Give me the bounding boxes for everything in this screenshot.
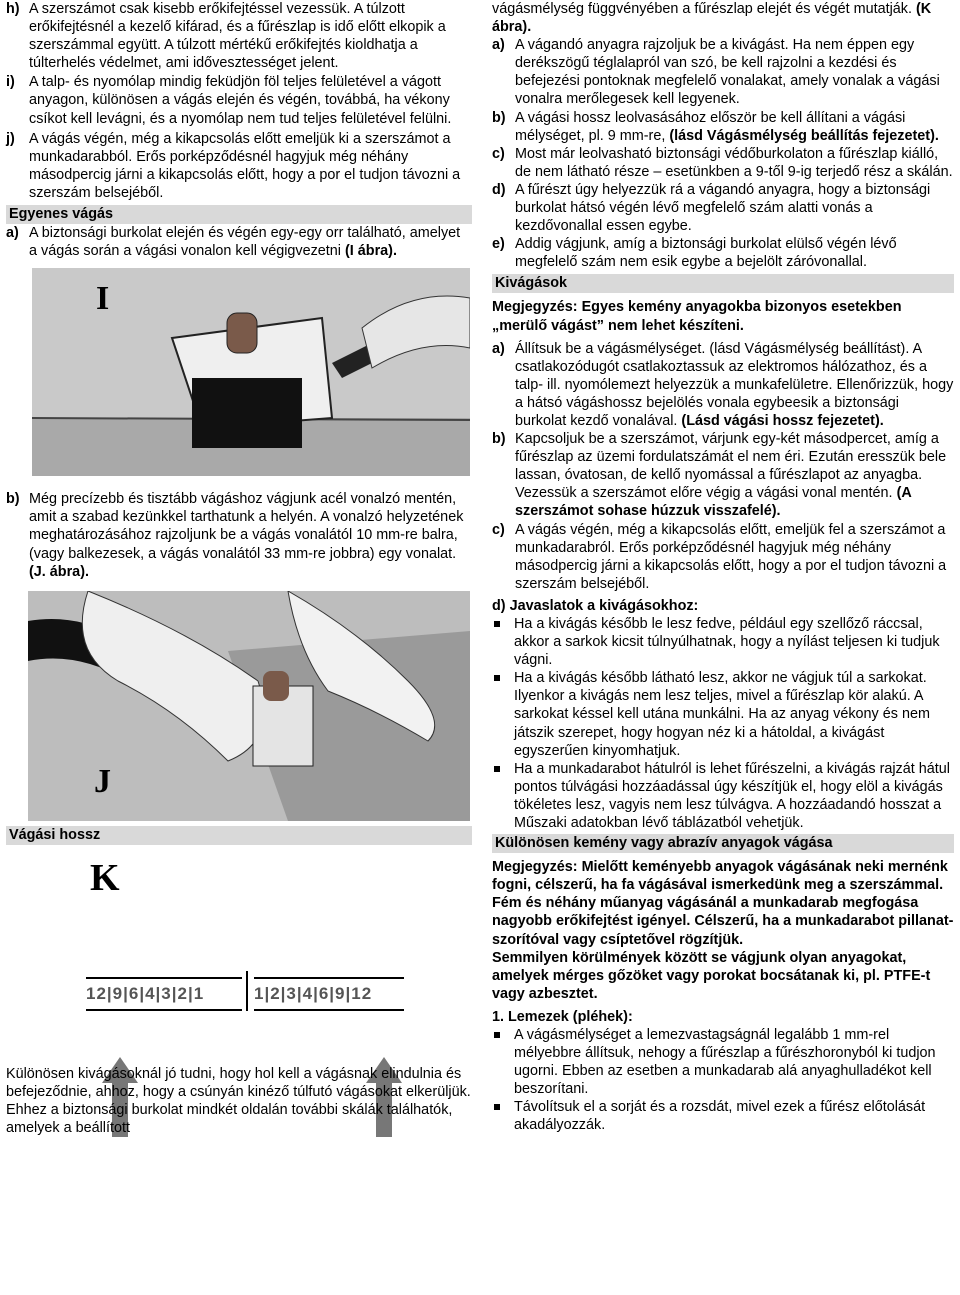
bullet-icon: [492, 1026, 514, 1098]
item-c: [492, 145, 954, 181]
item-text-body: A biztonsági burkolat elején és végén egy-egy orr található, amelyet a vágás során a vágási vonalon kell végigvezetni: [29, 225, 461, 260]
section-heading-egyenes: Egyenes vágás: [6, 205, 472, 224]
kd-heading: d) Javaslatok a kivágásokhoz:: [492, 597, 699, 614]
item-a: [6, 224, 472, 260]
tips-list: [492, 615, 954, 832]
figure-ref: (J. ábra).: [29, 563, 89, 580]
section-ref: (lásd Vágásmélység beállítás fejezetet).: [669, 127, 939, 144]
item-label: d): [492, 181, 506, 198]
bullet-icon: [492, 615, 514, 669]
list-item-text: Ha a kivágás később látható lesz, akkor ne vágjuk túl a sarkokat. Ilyenkor a kivágás nem lesz teljes, mivel a fűrészlap kör alakú. A sarkokat késsel kell utána munkálni. Ha az anyag vékony és nem játszik szerepet, hogy hogyan néz ki a hátoldal, a kivágást egyszerűen kinyomhatjuk.: [514, 670, 930, 759]
item-text: [515, 430, 954, 520]
item-text-body: Állítsuk be a vágásmélységet. (lásd Vágásmélység beállítást). A csatlakozódugót csatlakoztassuk az elektromos hálózathoz, és a talp- ill. nyomólemezt helyezzük a munkafelületre. Ellenőrizzük, hogy a hátsó vágáshossz bejelölés vonala egybeesik a biztonsági burkolat kezdő vonalával.: [515, 340, 954, 429]
item-text: Most már leolvasható biztonsági védőburkolaton a fűrészlap kiálló, de nem látható része – esetünkben a 9-től 9-ig terjedő rész a skálán.: [515, 145, 953, 180]
section-heading-vagasi-hossz: Vágási hossz: [6, 826, 472, 845]
list-item: [492, 760, 954, 832]
item-b: [6, 490, 472, 580]
item-e: [492, 235, 954, 271]
item-text: A fűrészt úgy helyezzük rá a vágandó anyagra, hogy a biztonsági burkolat hátsó végén lévő megfelelő szám alatti vonás a kezdővonallal essen egybe.: [515, 181, 931, 235]
item-label: b): [492, 109, 506, 126]
intro-paragraph: [492, 0, 954, 36]
item-text: Addig vágjunk, amíg a biztonsági burkolat elülső végén lévő megfelelő szám nem esik egybe a bejelölt záróvonallal.: [515, 236, 897, 271]
item-a: [492, 36, 954, 108]
item-d: [492, 181, 954, 235]
item-text: [515, 340, 954, 430]
figure-letter: J: [94, 762, 111, 800]
item-label: e): [492, 236, 505, 253]
item-text-body: Kapcsoljuk be a szerszámot, várjunk egy-két másodpercet, amíg a fűrészlap az üzemi fordulatszámát el nem éri. Ezután eresszük bele lassan, óvatosan, de kellő nyomással a fűrészlapot az anyagba. Vezessük a szerszámot előre végig a vágási vonal mentén.: [515, 431, 947, 502]
bullet-icon: [492, 760, 514, 832]
figure-i: [32, 268, 470, 476]
item-label: a): [492, 340, 505, 357]
list-item-text: Ha a kivágás később le lesz fedve, például egy szellőző ráccsal, akkor a sarkok kicsit túlnyúlhatnak, hogy a nyílást teljesen ki tudjuk vágni.: [514, 616, 940, 669]
kemeny-note-1: Megjegyzés: Mielőtt keményebb anyagok vágásának neki mernénk fogni, célszerű, ha fa vágásával ismerkedünk meg a szerszámmal. Fém és néhány műanyag vágásánál a munkadarab megfogása nagyobb erőkifejtést igényel. Célszerű, ha a munkadarabot pillanat-szorítóval vagy csíptetővel rögzítjük.: [492, 859, 954, 948]
item-label: a): [492, 37, 505, 54]
item-label: b): [6, 491, 20, 508]
item-text: A vágandó anyagra rajzoljuk be a kivágást. Ha nem éppen egy derékszögű téglalapról van szó, be kell rajzolni a kezdési és befejezési pontoknak megfelelő vonalakat, amely vonalak a vágási vonalra merőlegesek kell legyenek.: [515, 37, 940, 108]
section-ref: (Lásd vágási hossz fejezetet).: [681, 412, 884, 429]
list-item-text: A vágásmélységet a lemezvastagságnál legalább 1 mm-rel mélyebbre állítsuk, nehogy a fűrészlap a fűrészhoronyból ki tudjon ugorni. Ebben az esetben a munkadarab alá anyaghulladékot kell beszorítani.: [514, 1026, 936, 1098]
list-item-text: Távolítsuk el a sorját és a rozsdát, mivel ezek a fűrész előtolását akadályozzák.: [514, 1099, 926, 1134]
bullet-icon: [492, 669, 514, 759]
item-label: c): [492, 521, 505, 538]
figure-letter: I: [96, 280, 110, 318]
item-kc: [492, 521, 954, 593]
kivagasok-note: Megjegyzés: Egyes kemény anyagokba bizonyos esetekben „merülő vágást” nem lehet készíteni.: [492, 299, 902, 334]
lemezek-list: [492, 1026, 954, 1135]
item-text: A vágás végén, még a kikapcsolás előtt emeljük ki a szerszámot a munkadarabból. Erős porképződésnél hagyjuk még néhány másodpercig járni a kikapcsolás előtt, hogy a por el tudjon távozni a szerszám belsejéből.: [29, 130, 461, 201]
intro-text: vágásmélység függvényében a fűrészlap elejét és végét mutatják.: [492, 1, 912, 17]
figure-ref: (K ábra).: [492, 1, 932, 36]
list-item-text: Ha a munkadarabot hátulról is lehet fűrészelni, a kivágás rajzát hátul pontos túlvágási hozzáadással úgy készítjük el, hogy elöl a kivágás tökéletes lesz, vagyis nem lesz túlvágva. A hozzáadandó hosszat a Műszaki adatokban lévő táblázatból vehetjük.: [514, 760, 950, 832]
item-text: [29, 224, 472, 260]
item-text: [29, 490, 472, 580]
item-label: a): [6, 225, 19, 242]
list-item: [492, 1026, 954, 1098]
item-label: j): [6, 130, 15, 147]
item-text-body: A vágási hossz leolvasásához először be kell állítani a vágási mélységet, pl. 9 mm-re,: [515, 109, 906, 144]
item-i: [6, 73, 472, 127]
bullet-icon: [492, 1098, 514, 1134]
list-item: [492, 1098, 954, 1134]
figure-ref: (I ábra).: [345, 243, 397, 260]
item-text: A vágás végén, még a kikapcsolás előtt, emeljük fel a szerszámot a munkadarabról. Erős porképződésnél hagyjuk még néhány másodpercig járni a kikapcsolás előtt, hogy a por el tudjon távozni a szerszám belsejéből.: [515, 521, 947, 592]
list-item: [492, 669, 954, 759]
bottom-paragraph: Különösen kivágásoknál jó tudni, hogy hol kell a vágásnak elindulnia és befejeződnie, ahhoz, hogy a csúnyán kinéző túlfutó vágásokat elkerüljük. Ehhez a biztonsági burkolat mindkét oldalán további skálák találhatók, amelyek a beállított: [6, 1065, 471, 1136]
item-label: i): [6, 74, 15, 91]
item-text: A szerszámot csak kisebb erőkifejtéssel vezessük. A túlzott erőkifejtésnél a kezelő kifárad, és a fűrészlap is idő előtt elkopik a szerszámmal együtt. A túlzott mértékű erőkifejtés kioldhatja a túlterhelés védelmet, ami idővesztességet jelent.: [29, 1, 446, 72]
item-h: [6, 0, 472, 72]
item-text-body: Még precízebb és tisztább vágáshoz vágjunk acél vonalzó mentén, amit a szabad kezünkkel tarthatunk a helyén. A vonalzó helyzetének meghatározásához rajzoljunk be a vágás vonalától 10 mm-re balra, (vagy balkezesek, a vágás vonalától 33 mm-re jobbra) egy vonalat.: [29, 491, 464, 562]
warning-text: (A szerszámot sohase húzzuk visszafelé).: [515, 485, 912, 520]
left-column: [6, 0, 472, 1137]
section-heading-kemeny: Különösen kemény vagy abrazív anyagok vágása: [492, 834, 954, 853]
item-label: h): [6, 1, 20, 17]
item-label: b): [492, 431, 506, 448]
list-item: [492, 615, 954, 669]
item-text: A talp- és nyomólap mindig feküdjön föl teljes felületével a vágott anyagon, különösen a vágás elején és végén, továbbá, ha vékony csíkot kell levágni, és a nyomólap nem tud teljes felületével felülni.: [29, 74, 452, 127]
kemeny-note-2: Semmilyen körülmények között se vágjunk olyan anyagokat, amelyek mérges gőzöket vagy porokat bocsátanak ki, pl. PTFE-t vagy azbesztet.: [492, 949, 931, 1002]
item-label: c): [492, 145, 505, 162]
item-kb: [492, 430, 954, 520]
lemezek-heading: 1. Lemezek (pléhek):: [492, 1008, 633, 1025]
item-j: [6, 130, 472, 202]
item-text: [515, 109, 954, 145]
scale-right: 1|2|3|4|6|9|12: [254, 977, 404, 1011]
item-ka: [492, 340, 954, 430]
figure-letter: K: [90, 856, 120, 899]
section-heading-kivagasok: Kivágások: [492, 274, 954, 293]
right-column: [492, 0, 954, 1135]
item-b: [492, 109, 954, 145]
scale-left: 12|9|6|4|3|2|1: [86, 977, 242, 1011]
figure-j: [28, 591, 470, 821]
